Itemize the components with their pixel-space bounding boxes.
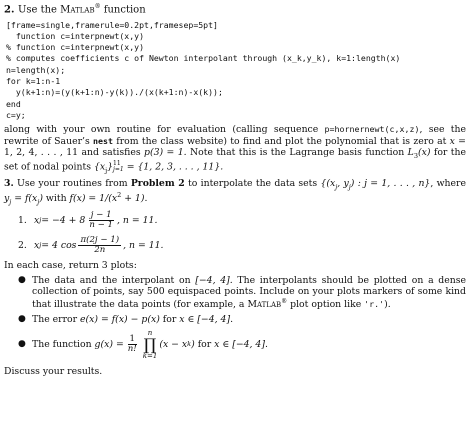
math: } <box>107 161 114 173</box>
text: for the set of nodal points <box>4 146 466 173</box>
frac-den: n − 1 <box>89 220 114 231</box>
code-line: [frame=single,framerule=0.2pt,framesep=5pt] <box>6 19 218 30</box>
text: . <box>230 314 234 326</box>
product-symbol <box>143 330 158 360</box>
problem-number: 2. <box>4 4 15 16</box>
text: , see the rewrite of Sauer’s <box>4 124 466 147</box>
text: , where <box>430 178 466 190</box>
math-sub: j <box>39 240 42 249</box>
math-sub: j <box>105 166 108 175</box>
math: ) <box>39 192 43 204</box>
text: The function <box>32 339 92 351</box>
enum-item-1 <box>18 210 466 232</box>
math: e(x) = f(x) − p(x) <box>80 314 160 326</box>
math: y <box>4 192 10 204</box>
code-line: c=y; <box>6 110 26 121</box>
frac-num: π(2j − 1) <box>80 234 120 245</box>
math-sub: j <box>37 197 40 206</box>
math-sub: j <box>335 182 338 191</box>
text: The data and the interpolant on <box>32 275 196 287</box>
bullet-list <box>18 275 466 360</box>
math: ) : j = 1, . . . , n} <box>350 178 431 190</box>
math: (x − x <box>159 339 188 351</box>
math: x = <box>449 135 466 147</box>
bullet-icon: ● <box>18 314 26 325</box>
text: from the class website) to find and plot the polynomial that is zero at <box>113 135 450 147</box>
prod-sup: n <box>147 328 153 337</box>
math: x ∈ [−4, 4] <box>214 339 265 351</box>
text: to interpolate the data sets <box>184 178 321 190</box>
matlab-name: Matlab <box>247 298 282 310</box>
problem-number: 3. <box>4 178 14 190</box>
text: The error <box>32 314 81 326</box>
frac-num: j − 1 <box>90 209 112 220</box>
math-sub: k <box>187 339 192 348</box>
text: plot option like <box>287 298 365 310</box>
problem-3-text <box>4 178 466 207</box>
enum-item-2 <box>18 235 466 257</box>
math: L <box>407 146 414 158</box>
prod-sub: k=1 <box>142 351 158 360</box>
math: , n = 11. <box>123 240 164 252</box>
math: {(x <box>320 178 336 190</box>
math: x ∈ [−4, 4] <box>179 314 231 326</box>
math: = f(x <box>11 192 38 204</box>
bullet-text <box>32 275 466 310</box>
bullet-icon: ● <box>18 338 26 349</box>
heading-text-post: function <box>100 4 146 16</box>
code-line: for k=1:n-1 <box>6 76 61 87</box>
frac-den: 2n <box>94 245 106 256</box>
math: = {1, 2, 3, . . . , 11}. <box>123 161 224 173</box>
bullet-item-1 <box>18 275 466 310</box>
math: = 4 cos <box>41 240 77 252</box>
text: . Note that this is the Lagrange basis function <box>183 146 408 158</box>
code-line: end <box>6 98 21 109</box>
math: g(x) = <box>94 339 124 351</box>
math: = −4 + 8 <box>41 215 86 227</box>
math-sup: 2 <box>117 190 122 199</box>
problem-2-heading <box>4 3 466 17</box>
paragraph-hornernewt <box>4 124 466 175</box>
math-sub: j <box>348 182 351 191</box>
math: (x) <box>417 146 431 158</box>
text: with <box>42 192 70 204</box>
code-line: function c=interpnewt(x,y) <box>6 30 145 41</box>
bullet-text <box>32 330 466 360</box>
bullet-item-3 <box>18 330 466 360</box>
math-sub: j <box>39 215 42 224</box>
fraction <box>78 236 121 256</box>
enum-label: 2. <box>18 240 27 252</box>
in-each-case: In each case, return 3 plots: <box>4 259 137 271</box>
enum-label: 1. <box>18 215 27 227</box>
enum-list <box>18 210 466 257</box>
prod-sym: ∏ <box>143 334 157 354</box>
math: {x <box>93 161 106 173</box>
bullet-text <box>32 314 466 326</box>
math-sub: j=1 <box>113 165 124 173</box>
heading-text: Use the <box>17 4 61 16</box>
text: 1, 2, 4, . . . , 11 and satisfies <box>4 146 145 158</box>
text: . The interpolants should be plotted on a dense collection of points, say 500 equispaced points. Include on your plots markers of some kind that illustrate the data points (for example, a <box>32 275 466 310</box>
math-sup: 11 <box>113 159 121 167</box>
fraction <box>126 335 139 355</box>
text: Use your routines from <box>17 178 131 190</box>
math-sub: j <box>9 197 12 206</box>
text: for <box>197 339 212 351</box>
bold-ref: Problem 2 <box>130 178 185 190</box>
math: x <box>34 240 40 252</box>
inline-code: 'r.' <box>364 298 385 309</box>
inline-code-nest: nest <box>93 135 114 146</box>
math: x <box>34 215 40 227</box>
text: ). <box>384 298 391 310</box>
math: , n = 11. <box>117 215 158 227</box>
math: ) <box>191 339 195 351</box>
math: p(3) = 1 <box>144 146 184 158</box>
math: + 1) <box>121 192 145 204</box>
code-block <box>6 20 466 122</box>
code-line: % computes coefficients c of Newton interpolant through (x_k,y_k), k=1:length(x) <box>6 53 401 64</box>
frac-den: n! <box>127 344 137 355</box>
code-line: n=length(x); <box>6 64 66 75</box>
inline-code: p=hornernewt(c,x,z) <box>324 124 420 135</box>
bullet-item-2 <box>18 314 466 326</box>
math: , y <box>337 178 349 190</box>
text: for <box>159 314 180 326</box>
code-line: y(k+1:n)=(y(k+1:n)-y(k))./(x(k+1:n)-x(k)); <box>6 87 223 98</box>
text: . <box>264 339 268 351</box>
math-sub: 3 <box>413 151 418 160</box>
math: f(x) = 1/(x <box>69 192 118 204</box>
registered-mark: ® <box>94 3 101 10</box>
code-line: % function c=interpnewt(x,y) <box>6 42 145 53</box>
fraction <box>87 211 115 231</box>
math: [−4, 4] <box>195 275 230 287</box>
bullet-icon: ● <box>18 275 26 286</box>
matlab-name: Matlab <box>60 4 95 16</box>
frac-num: 1 <box>129 333 135 344</box>
registered-mark: ® <box>281 297 288 305</box>
discuss-results: Discuss your results. <box>4 365 103 377</box>
text: . <box>144 192 148 204</box>
text: along with your own routine for evaluation (calling sequence <box>4 124 325 136</box>
